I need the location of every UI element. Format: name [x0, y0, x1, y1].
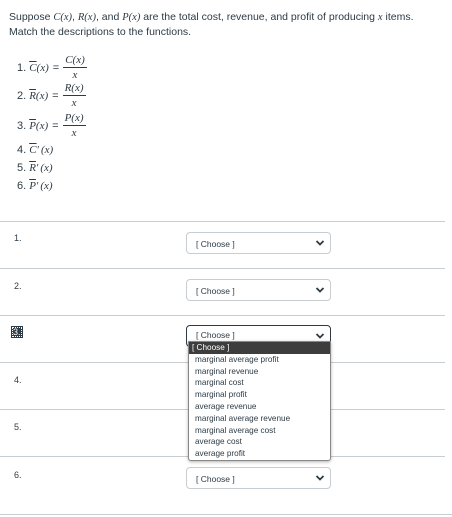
fraction-denominator: x [71, 97, 77, 109]
equals-sign: = [52, 119, 59, 132]
function-lhs-arg: (x) [40, 144, 54, 156]
prime-mark: ′ [36, 144, 39, 156]
cost-function-symbol: C(x) [53, 12, 73, 23]
function-4 [17, 144, 53, 156]
profit-function-symbol: P(x) [122, 12, 141, 23]
prompt-text: items. [382, 11, 414, 23]
prime-mark: ′ [35, 180, 39, 192]
function-number: 4. [17, 144, 27, 156]
answer-row-number: 2. [14, 281, 22, 291]
dropdown-option[interactable]: marginal average revenue [195, 413, 291, 423]
answer-row-number: 6. [14, 470, 22, 480]
function-number: 2. [17, 89, 27, 102]
answer-row-number: 3. [13, 327, 21, 337]
bottom-divider [0, 514, 452, 515]
answer-row-number: 1. [14, 233, 22, 243]
fraction-denominator: x [71, 127, 77, 139]
function-lhs-arg: (x) [40, 162, 53, 174]
function-number: 1. [17, 61, 27, 74]
prompt-separator: , [72, 11, 78, 23]
function-lhs-letter: $\overline{C}$ [29, 61, 37, 74]
function-1 [17, 54, 87, 81]
function-6 [17, 180, 53, 192]
dropdown-option[interactable]: marginal cost [195, 378, 244, 388]
function-number: 6. [17, 180, 27, 192]
select-value: [ Choose ] [196, 474, 235, 484]
select-value: [ Choose ] [196, 286, 235, 296]
prompt-text: are the total cost, revenue, and profit of producing [140, 11, 378, 23]
question-prompt [9, 10, 445, 40]
chevron-down-icon [315, 472, 325, 484]
chevron-down-icon [315, 237, 325, 249]
fraction-numerator: C(x) [65, 54, 85, 66]
function-lhs-arg: (x) [36, 61, 49, 74]
function-number: 3. [17, 119, 27, 132]
select-value: [ Choose ] [196, 239, 235, 249]
row-divider [0, 221, 445, 222]
fraction-numerator: R(x) [64, 82, 84, 94]
row-divider [0, 315, 445, 316]
fraction [63, 54, 87, 81]
function-lhs-letter: $\overline{R}$ [29, 89, 36, 102]
dropdown-option[interactable]: marginal revenue [195, 366, 259, 376]
prompt-separator: , and [95, 11, 123, 23]
answer-select-1[interactable] [186, 232, 331, 254]
function-lhs-letter: $\overline{C}$ [29, 144, 37, 156]
revenue-function-symbol: R(x) [77, 12, 96, 23]
function-number: 5. [17, 162, 27, 174]
dropdown-option[interactable]: average cost [195, 437, 242, 447]
dropdown-option-choose[interactable]: [ Choose ] [189, 342, 330, 354]
function-lhs-letter: $\overline{R}$ [29, 162, 36, 174]
function-2 [17, 82, 86, 109]
chevron-down-icon [315, 284, 325, 296]
answer-row-number: 4. [14, 375, 22, 385]
function-lhs-letter: $\overline{P}$ [29, 119, 36, 132]
function-3 [17, 112, 86, 139]
fraction [63, 112, 86, 139]
prime-mark: ′ [35, 162, 39, 174]
dropdown-listbox[interactable] [188, 341, 331, 461]
select-value: [ Choose ] [196, 330, 235, 340]
answer-select-2[interactable] [186, 279, 331, 301]
equals-sign: = [52, 89, 59, 102]
function-lhs-arg: (x) [40, 180, 53, 192]
function-5 [17, 162, 53, 174]
answer-select-6[interactable] [186, 467, 331, 489]
fraction-denominator: x [72, 69, 78, 81]
dropdown-option[interactable]: marginal profit [195, 390, 247, 400]
dropdown-option[interactable]: marginal average cost [195, 425, 276, 435]
function-lhs-arg: (x) [35, 89, 49, 102]
dropdown-option[interactable]: average profit [195, 449, 246, 459]
answer-row-number: 5. [14, 422, 22, 432]
prompt-text: Suppose [9, 11, 54, 23]
dropdown-option[interactable]: average revenue [195, 401, 257, 411]
row-divider [0, 268, 445, 269]
equals-sign: = [52, 61, 60, 74]
fraction-numerator: P(x) [64, 112, 84, 124]
dropdown-option[interactable]: marginal average profit [195, 354, 279, 364]
variable-x: x [377, 12, 383, 23]
fraction [63, 82, 86, 109]
function-lhs-arg: (x) [35, 119, 49, 132]
function-lhs-letter: $\overline{P}$ [29, 180, 36, 192]
prompt-instruction: Match the descriptions to the functions. [9, 26, 192, 38]
